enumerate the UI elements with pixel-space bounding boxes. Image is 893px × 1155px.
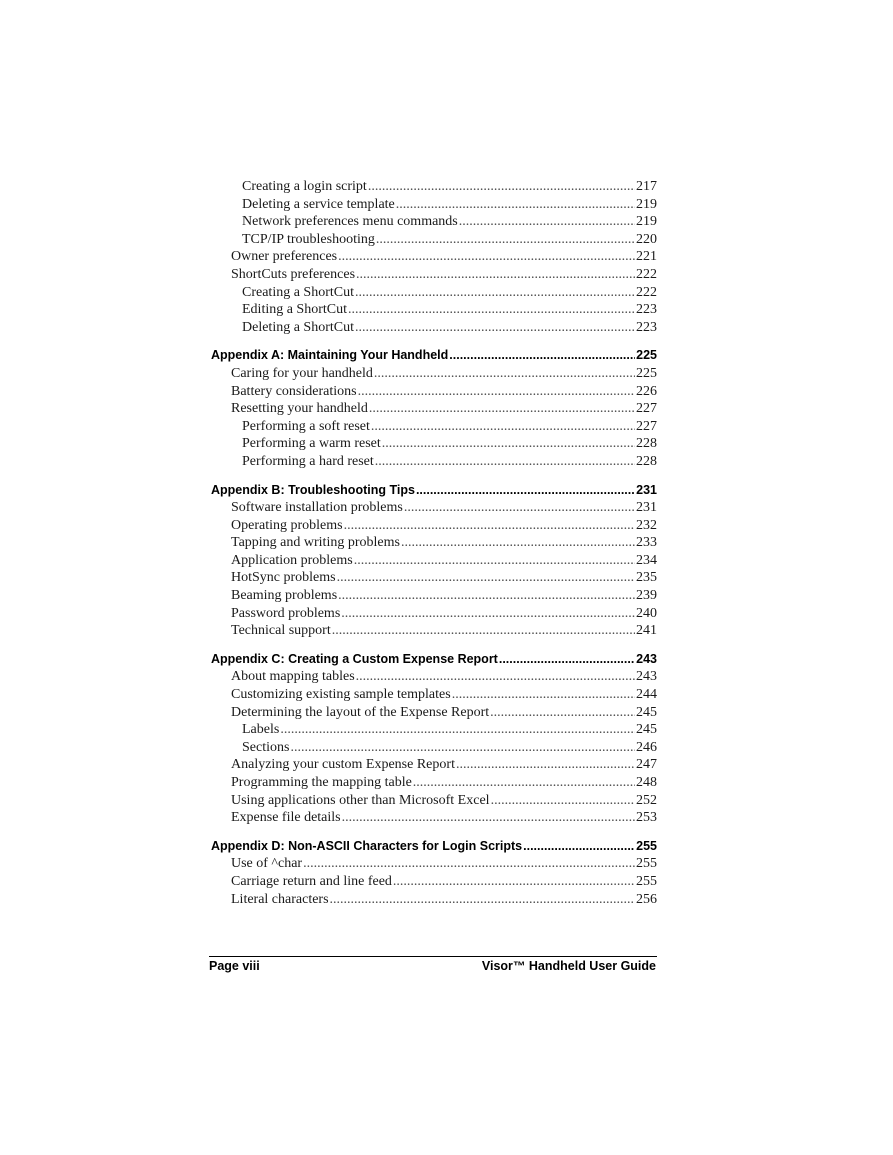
toc-entry-page-number: 222 [636,284,657,300]
toc-entry-page-number: 252 [636,792,657,808]
dot-leader [368,178,635,196]
toc-entry-page-number: 255 [636,838,657,853]
dot-leader [356,266,635,284]
dot-leader [401,534,635,552]
dot-leader [369,400,635,418]
toc-entry-title: Deleting a service template [242,196,395,212]
toc-entry-title: Programming the mapping table [231,775,412,790]
toc-entry-title: Determining the layout of the Expense Report [231,704,490,720]
dot-leader [452,686,635,704]
dot-leader [416,482,635,500]
toc-entry[interactable] [211,453,657,471]
toc-entry-title: Creating a login script [242,179,367,194]
table-of-contents [211,178,657,908]
toc-entry[interactable] [211,605,657,623]
toc-entry[interactable] [211,248,657,266]
toc-entry-title: Editing a ShortCut [242,302,347,318]
dot-leader [459,213,635,231]
toc-entry-page-number: 225 [636,348,657,363]
toc-entry[interactable] [211,365,657,383]
dot-leader [376,231,635,249]
toc-entry-title: Creating a ShortCut [242,284,354,300]
toc-entry[interactable] [211,686,657,704]
toc-entry-title: Beaming problems [231,588,338,604]
dot-leader [491,792,635,810]
toc-entry[interactable] [211,266,657,284]
toc-entry[interactable] [211,178,657,196]
toc-entry[interactable] [211,739,657,757]
toc-entry-title: Owner preferences [231,249,338,265]
toc-entry-page-number: 255 [636,856,657,872]
toc-entry[interactable] [211,668,657,686]
toc-entry-page-number: 234 [636,552,657,568]
dot-leader [344,517,635,535]
toc-entry-page-number: 228 [636,436,657,452]
toc-entry[interactable] [211,809,657,827]
toc-entry-title: Appendix D: Non-ASCII Characters for Login Scripts [211,838,523,853]
dot-leader [280,721,635,739]
toc-entry-title: Analyzing your custom Expense Report [231,757,455,773]
toc-entry-title: Literal characters [231,891,329,907]
toc-entry-title: Appendix C: Creating a Custom Expense Report [211,651,498,666]
toc-entry[interactable] [211,891,657,909]
toc-entry-page-number: 226 [636,383,657,399]
toc-entry[interactable] [211,319,657,337]
dot-leader [358,383,635,401]
toc-entry[interactable] [211,587,657,605]
dot-leader [355,319,635,337]
toc-entry-title: Use of ^char [231,856,303,872]
toc-entry[interactable] [211,873,657,891]
toc-entry[interactable] [211,213,657,231]
toc-entry-title: ShortCuts preferences [231,266,356,282]
dot-leader [337,569,635,587]
toc-entry-page-number: 240 [636,605,657,621]
dot-leader [338,248,635,266]
toc-entry-title: Performing a warm reset [242,436,381,452]
dot-leader [523,838,635,856]
toc-entry-page-number: 225 [636,365,657,381]
toc-entry-title: Labels [242,722,280,738]
toc-entry-title: Network preferences menu commands [242,214,458,230]
dot-leader [490,704,635,722]
toc-entry-title: Sections [242,739,290,755]
toc-entry-page-number: 246 [636,739,657,755]
toc-entry[interactable] [211,301,657,319]
dot-leader [290,739,635,757]
toc-entry[interactable] [211,552,657,570]
dot-leader [354,552,635,570]
dot-leader [303,855,635,873]
toc-entry-page-number: 244 [636,687,657,703]
toc-entry-page-number: 256 [636,891,657,907]
toc-entry-title: Operating problems [231,517,343,533]
dot-leader [393,873,635,891]
toc-appendix-heading[interactable] [211,482,657,500]
dot-leader [449,347,635,365]
toc-entry-page-number: 219 [636,214,657,230]
toc-entry-page-number: 227 [636,401,657,417]
footer-rule [209,956,657,957]
toc-entry-title: Using applications other than Microsoft Excel [231,792,490,808]
toc-entry-page-number: 255 [636,873,657,889]
dot-leader [456,756,635,774]
toc-entry-title: Tapping and writing problems [231,535,400,551]
toc-entry[interactable] [211,721,657,739]
toc-entry-page-number: 235 [636,570,657,586]
dot-leader [374,365,635,383]
toc-entry-page-number: 245 [636,704,657,720]
toc-entry-page-number: 243 [636,651,657,666]
toc-entry-page-number: 223 [636,319,657,335]
toc-entry-page-number: 245 [636,722,657,738]
toc-entry[interactable] [211,231,657,249]
toc-entry[interactable] [211,569,657,587]
toc-entry-page-number: 231 [636,500,657,516]
toc-entry-page-number: 248 [636,775,657,790]
dot-leader [396,196,635,214]
toc-entry-title: About mapping tables [231,669,355,685]
toc-entry-page-number: 220 [636,231,657,247]
toc-entry-page-number: 239 [636,588,657,604]
dot-leader [332,622,635,640]
toc-entry-page-number: 253 [636,810,657,826]
toc-entry[interactable] [211,704,657,722]
toc-entry[interactable] [211,756,657,774]
dot-leader [356,668,635,686]
toc-entry[interactable] [211,400,657,418]
toc-entry-title: Technical support [231,623,331,639]
toc-entry-page-number: 243 [636,669,657,685]
toc-entry-title: Software installation problems [231,500,403,516]
toc-entry[interactable] [211,517,657,535]
toc-entry-title: Deleting a ShortCut [242,319,354,335]
dot-leader [342,809,635,827]
footer-book-title: Visor™ Handheld User Guide [481,959,656,973]
toc-entry-title: Expense file details [231,810,341,826]
toc-entry-page-number: 223 [636,302,657,318]
toc-entry-title: TCP/IP troubleshooting [242,231,375,247]
toc-entry-title: Performing a soft reset [242,418,370,434]
toc-entry[interactable] [211,284,657,302]
toc-entry-page-number: 217 [636,179,657,194]
toc-entry-title: Battery considerations [231,383,357,399]
toc-entry-title: HotSync problems [231,570,336,586]
dot-leader [413,774,635,792]
toc-entry[interactable] [211,418,657,436]
toc-entry-title: Carriage return and line feed [231,873,392,889]
dot-leader [371,418,635,436]
dot-leader [382,435,635,453]
toc-entry-page-number: 247 [636,757,657,773]
toc-entry-page-number: 233 [636,535,657,551]
footer-page-number: Page viii [209,959,260,973]
dot-leader [404,499,635,517]
toc-entry[interactable] [211,196,657,214]
dot-leader [355,284,635,302]
toc-entry-title: Performing a hard reset [242,453,374,469]
dot-leader [375,453,635,471]
toc-entry-page-number: 231 [636,482,657,497]
dot-leader [499,651,635,669]
toc-appendix-heading[interactable] [211,838,657,856]
dot-leader [341,605,635,623]
toc-entry-page-number: 222 [636,266,657,282]
toc-entry[interactable] [211,534,657,552]
toc-entry-page-number: 221 [636,249,657,265]
toc-entry-page-number: 227 [636,418,657,434]
toc-entry[interactable] [211,622,657,640]
toc-appendix-heading[interactable] [211,651,657,669]
toc-entry[interactable] [211,499,657,517]
toc-entry-title: Appendix A: Maintaining Your Handheld [211,348,449,363]
toc-entry-title: Application problems [231,552,353,568]
toc-entry[interactable] [211,855,657,873]
dot-leader [330,891,635,909]
toc-entry-title: Password problems [231,605,341,621]
toc-entry-title: Resetting your handheld [231,401,368,417]
toc-entry-page-number: 241 [636,623,657,639]
toc-entry-title: Caring for your handheld [231,365,373,381]
toc-entry-title: Appendix B: Troubleshooting Tips [211,482,415,497]
toc-entry-page-number: 219 [636,196,657,212]
toc-entry[interactable] [211,774,657,792]
dot-leader [338,587,635,605]
toc-entry[interactable] [211,383,657,401]
toc-appendix-heading[interactable] [211,347,657,365]
toc-entry[interactable] [211,792,657,810]
toc-entry-title: Customizing existing sample templates [231,687,451,703]
toc-entry-page-number: 228 [636,453,657,469]
toc-entry-page-number: 232 [636,517,657,533]
dot-leader [348,301,635,319]
toc-entry[interactable] [211,435,657,453]
